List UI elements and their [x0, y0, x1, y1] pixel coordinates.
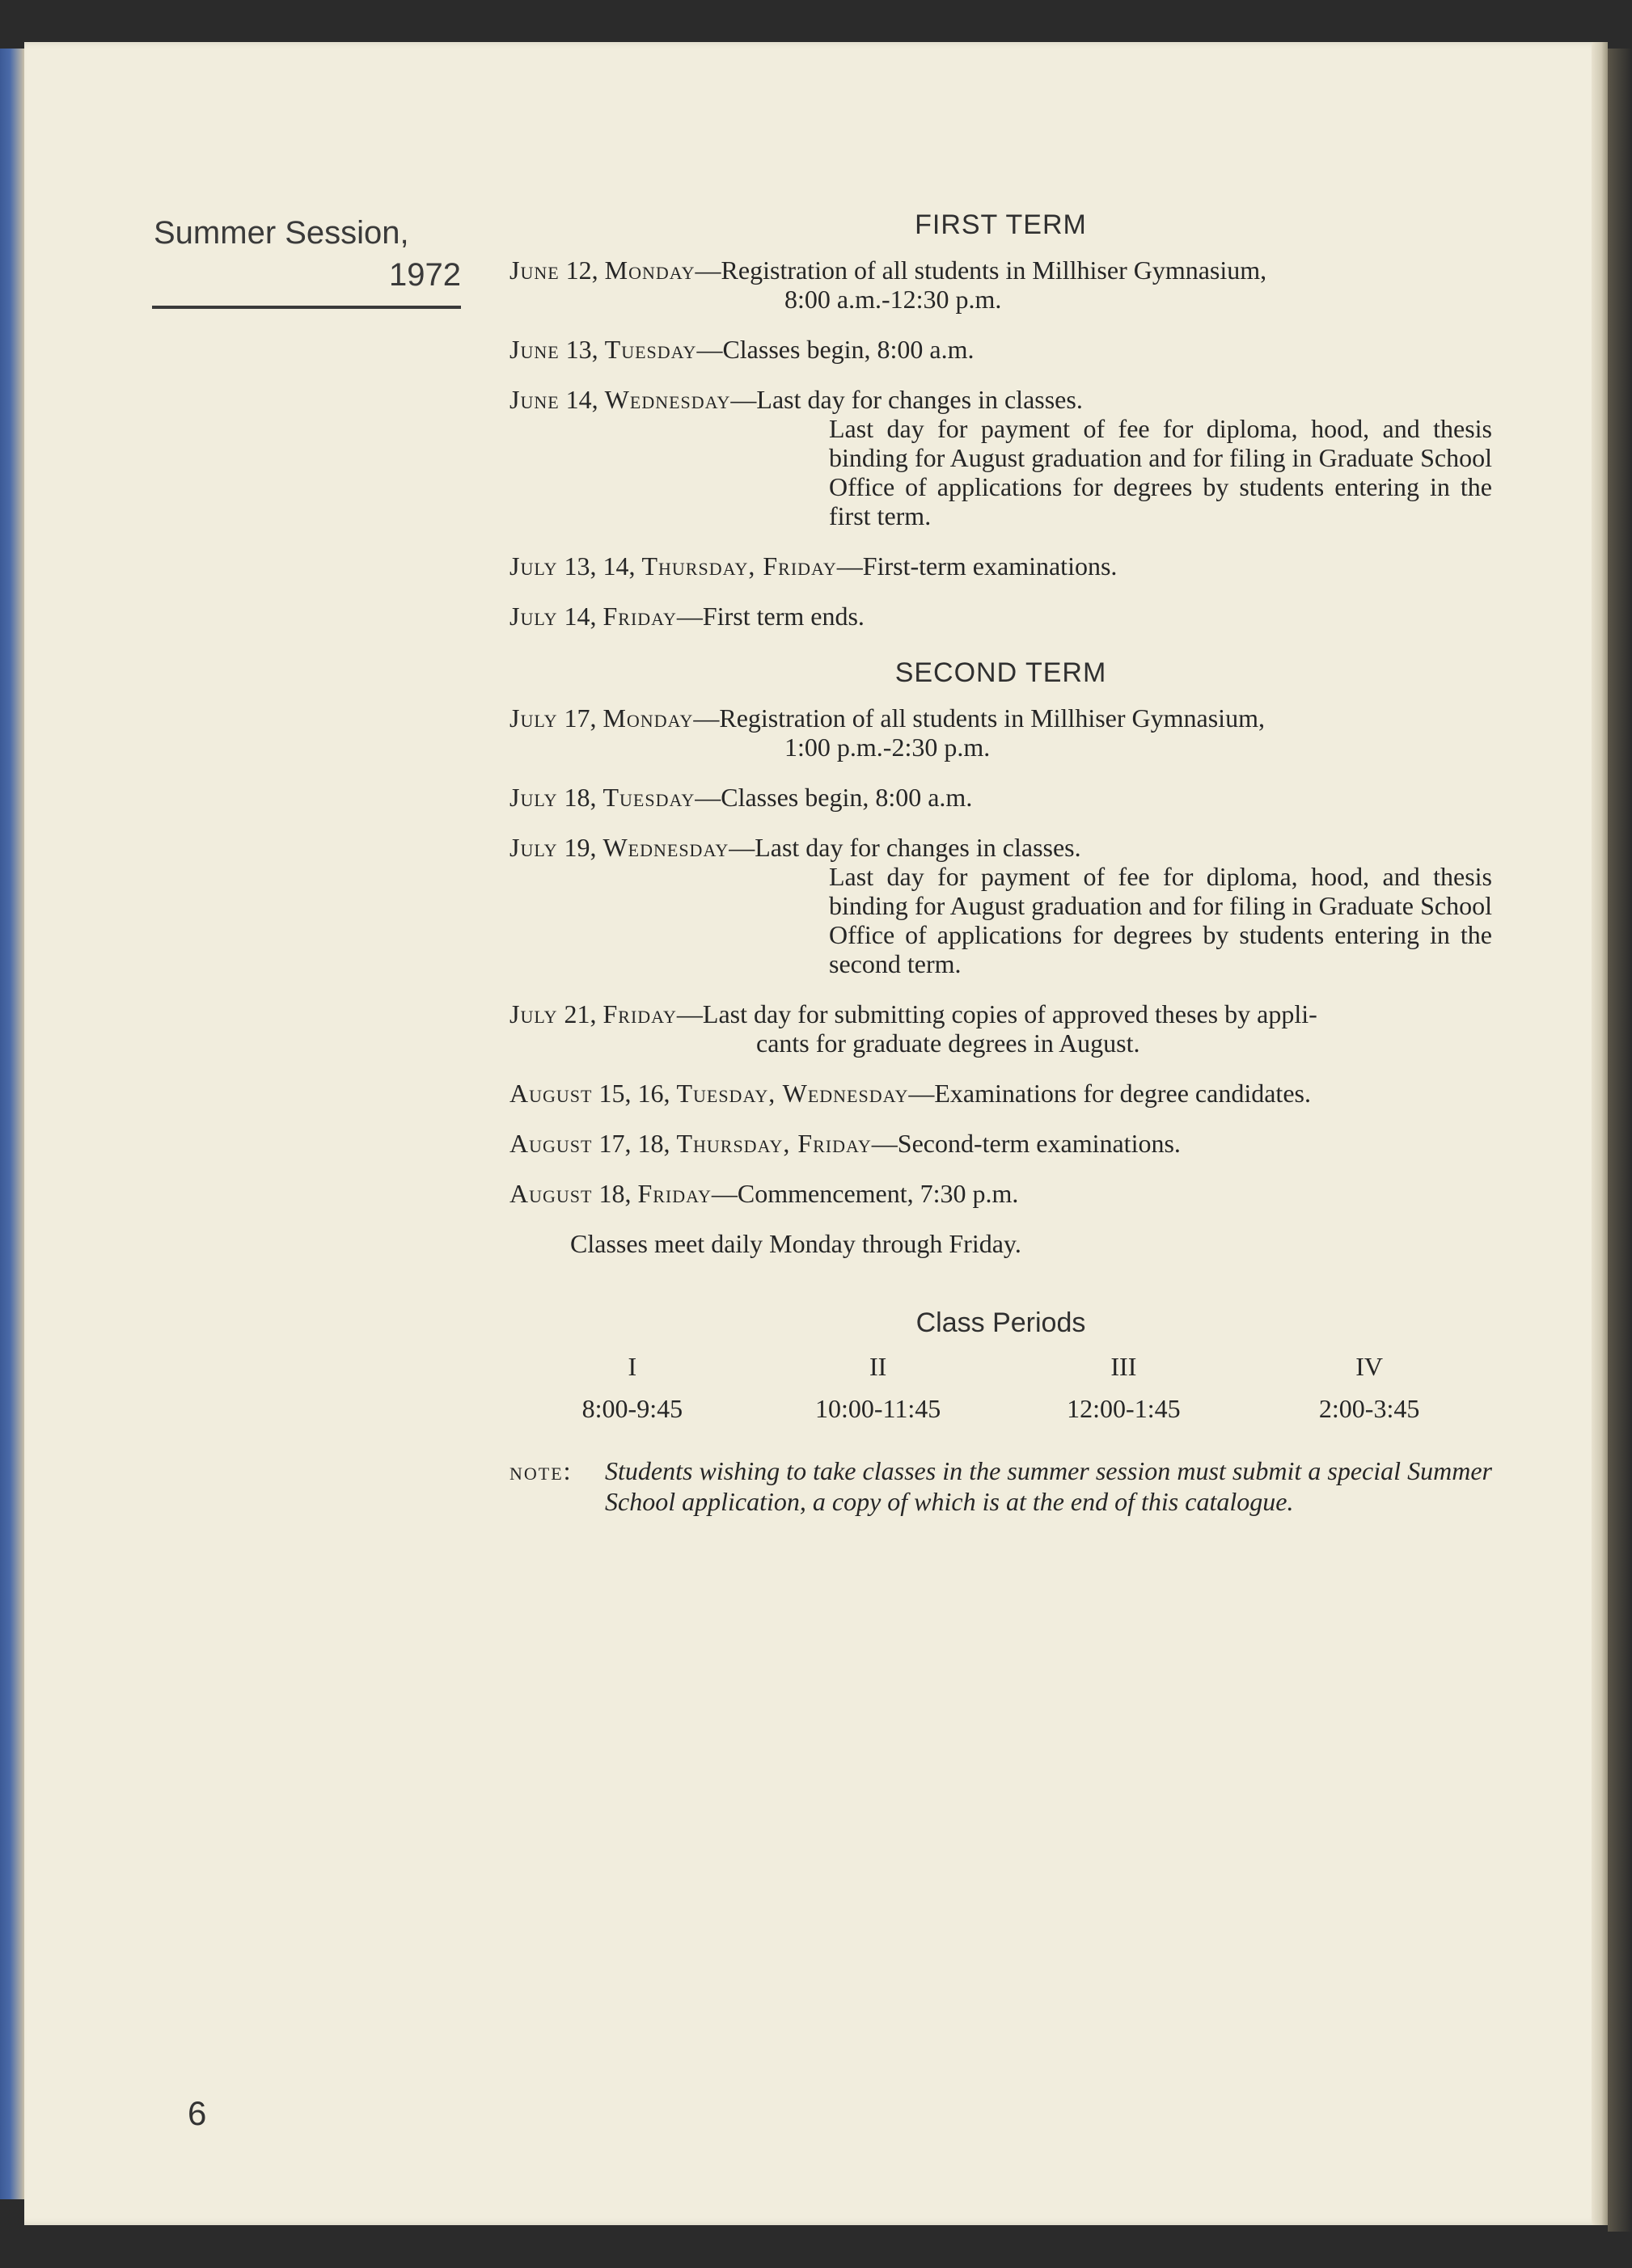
note-label: note:	[509, 1456, 573, 1485]
entry-text: —Registration of all students in Millhiser Gymnasium,	[695, 256, 1267, 285]
entry-text: —Last day for changes in classes.	[729, 833, 1081, 862]
entry-month: August	[509, 1129, 593, 1158]
note-text: Students wishing to take classes in the summer session must submit a special Summer School application, a copy of which is at the end of this catalogue.	[605, 1456, 1492, 1516]
period-time: 10:00-11:45	[815, 1394, 941, 1423]
summer-school-note	[509, 1455, 1492, 1517]
entry-month: June	[509, 385, 560, 414]
section-title-rule	[152, 306, 461, 309]
entry-day: Thursday, Friday	[641, 551, 837, 581]
page-number: 6	[188, 2094, 207, 2132]
calendar-entry	[509, 385, 1492, 530]
entry-day: Wednesday	[604, 385, 731, 414]
entry-text: —Commencement, 7:30 p.m.	[711, 1179, 1019, 1208]
entry-day: Monday	[602, 703, 694, 733]
entry-note: Last day for payment of fee for diploma, hood, and thesis binding for August graduation and for filing in Graduate School Office of applications for degrees by students entering in the first term.	[829, 414, 1492, 530]
calendar-entry	[509, 551, 1492, 581]
entry-month: July	[509, 602, 558, 631]
entry-date: 17, 18,	[598, 1129, 670, 1158]
second-term-heading: SECOND TERM	[894, 657, 1107, 688]
entry-text: —Classes begin, 8:00 a.m.	[696, 335, 975, 364]
entry-continuation: cants for graduate degrees in August.	[756, 1028, 1140, 1058]
first-term-heading: FIRST TERM	[915, 209, 1087, 240]
entry-text: —First term ends.	[676, 602, 865, 631]
binding-shadow	[1608, 49, 1632, 2232]
entry-day: Tuesday	[602, 783, 696, 812]
entry-date: 18,	[564, 783, 597, 812]
entry-date: 13,	[565, 335, 598, 364]
section-title-line-1: Summer Session,	[154, 215, 409, 251]
entry-date: 14,	[565, 385, 598, 414]
book-cover-edge	[0, 49, 24, 2199]
period-time: 2:00-3:45	[1318, 1394, 1420, 1423]
calendar-entry	[509, 602, 1492, 631]
entry-date: 13, 14,	[564, 551, 636, 581]
calendar-entry	[509, 256, 1492, 314]
entry-month: August	[509, 1079, 593, 1108]
entry-month: July	[509, 703, 558, 733]
class-periods-table	[509, 1352, 1492, 1423]
entry-day: Tuesday, Wednesday	[676, 1079, 909, 1108]
class-periods-heading: Class Periods	[915, 1307, 1086, 1338]
entry-day: Wednesday	[602, 833, 729, 862]
calendar-entry	[509, 1129, 1492, 1158]
entry-day: Monday	[604, 256, 696, 285]
period-time: 8:00-9:45	[581, 1394, 683, 1423]
entry-text: —First-term examinations.	[836, 551, 1118, 581]
entry-date: 15, 16,	[598, 1079, 670, 1108]
entry-note: Last day for payment of fee for diploma, hood, and thesis binding for August graduation and for filing in Graduate School Office of applications for degrees by students entering in the second term.	[829, 862, 1492, 978]
period-numeral: IV	[1355, 1352, 1383, 1381]
entry-day: Friday	[602, 602, 677, 631]
entry-text: —Examinations for degree candidates.	[908, 1079, 1311, 1108]
entry-text: —Registration of all students in Millhiser Gymnasium,	[693, 703, 1265, 733]
period-numeral: III	[1110, 1352, 1137, 1381]
calendar-content	[509, 210, 1492, 1517]
calendar-entry	[509, 833, 1492, 978]
entry-text: —Second-term examinations.	[871, 1129, 1181, 1158]
period-numeral: I	[628, 1352, 637, 1381]
entry-continuation: 8:00 a.m.-12:30 p.m.	[784, 285, 1002, 314]
entry-month: July	[509, 783, 558, 812]
entry-month: July	[509, 999, 558, 1028]
period-numeral: II	[869, 1352, 887, 1381]
section-title	[154, 212, 461, 296]
entry-text: —Last day for changes in classes.	[730, 385, 1083, 414]
period-column	[509, 1352, 755, 1423]
entry-date: 12,	[565, 256, 598, 285]
calendar-entry	[509, 999, 1492, 1058]
entry-day: Friday	[637, 1179, 712, 1208]
entry-month: July	[509, 833, 558, 862]
entry-month: June	[509, 335, 560, 364]
period-column	[1246, 1352, 1492, 1423]
entry-text: —Classes begin, 8:00 a.m.	[695, 783, 973, 812]
calendar-entry	[509, 335, 1492, 364]
entry-day: Tuesday	[604, 335, 697, 364]
entry-date: 14,	[564, 602, 597, 631]
entry-date: 19,	[564, 833, 597, 862]
entry-day: Friday	[602, 999, 677, 1028]
entry-date: 17,	[564, 703, 597, 733]
entry-month: June	[509, 256, 560, 285]
entry-month: July	[509, 551, 558, 581]
page-edge	[1592, 42, 1608, 2225]
period-column	[1001, 1352, 1247, 1423]
entry-date: 18,	[598, 1179, 632, 1208]
calendar-entry	[509, 1079, 1492, 1108]
classes-meet-note: Classes meet daily Monday through Friday.	[570, 1229, 1021, 1258]
period-time: 12:00-1:45	[1067, 1394, 1181, 1423]
entry-text: —Last day for submitting copies of approved theses by appli-	[676, 999, 1317, 1028]
entry-month: August	[509, 1179, 593, 1208]
calendar-entry	[509, 703, 1492, 762]
calendar-entry	[509, 783, 1492, 812]
section-title-year: 1972	[389, 257, 461, 293]
period-column	[755, 1352, 1001, 1423]
entry-date: 21,	[564, 999, 597, 1028]
entry-day: Thursday, Friday	[676, 1129, 872, 1158]
entry-continuation: 1:00 p.m.-2:30 p.m.	[784, 733, 991, 762]
calendar-entry	[509, 1179, 1492, 1208]
